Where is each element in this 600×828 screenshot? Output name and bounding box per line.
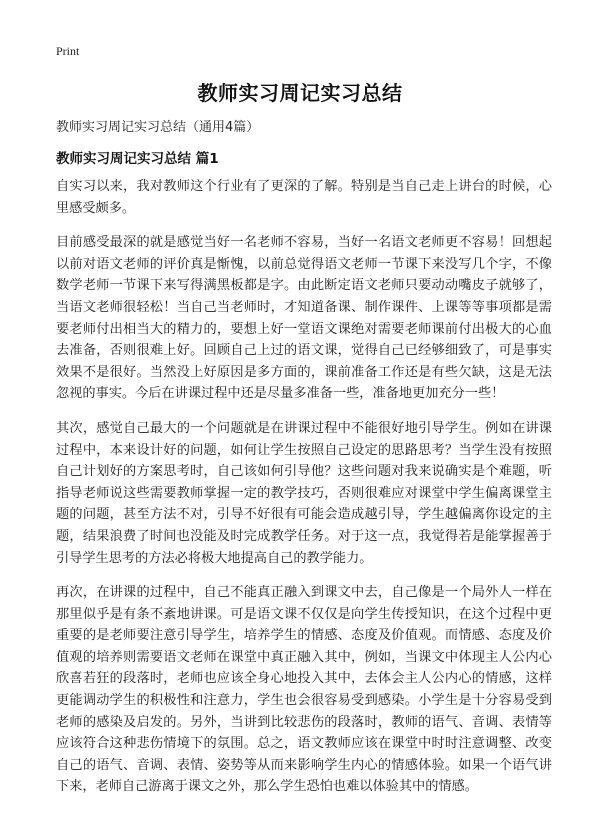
body-paragraph-3: 其次，感觉自己最大的一个问题就是在讲课过程中不能很好地引导学生。例如在讲课过程中，本来设计好的问题，如何让学生按照自己设定的思路思考？当学生没有按照自己计划好的方案思考时，自己该如何引导他？这些问题对我来说确实是个难题，听指导老师说这些需要教师掌握一定的教学技巧，否则很难应对课堂中学生偏离课堂主题的问题，甚至方法不对，引导不好很有可能会造成越引导，学生越偏离你设定的主题，结果浪费了时间也没能及时完成教学任务。对于这一点，我觉得若是能掌握善于引导学生思考的方法必将极大地提高自己的教学能力。 xyxy=(56,420,552,566)
body-paragraph-1: 自实习以来，我对教师这个行业有了更深的了解。特别是当自己走上讲台的时候，心里感受颇多。 xyxy=(56,179,552,216)
section-heading: 教师实习周记实习总结 篇1 xyxy=(56,151,219,167)
document-title: 教师实习周记实习总结 xyxy=(197,81,403,105)
print-link[interactable]: Print xyxy=(56,44,80,58)
body-paragraph-2: 目前感受最深的就是感觉当好一名老师不容易，当好一名语文老师更不容易！回想起以前对语文老师的评价真是惭愧，以前总觉得语文老师一节课下来没写几个字，不像数学老师一节课下来写得满黑板都是字。由此断定语文老师只要动动嘴皮子就够了，当语文老师很轻松！当自己当老师时，才知道备课、制作课件、上课等等事项都是需要老师付出相当大的精力的，要想上好一堂语文课绝对需要老师课前付出极大的心血去准备，否则很难上好。回顾自己上过的语文课，觉得自己已经够细致了，可是事实效果不是很好。当然没上好原因是多方面的，课前准备工作还是有些欠缺，这是无法忽视的事实。今后在讲课过程中还是尽量多准备一些，准备地更加充分一些！ xyxy=(56,235,552,402)
document-subtitle: 教师实习周记实习总结（通用4篇） xyxy=(56,120,260,135)
body-paragraph-4: 再次，在讲课的过程中，自己不能真正融入到课文中去，自己像是一个局外人一样在那里似乎是有条不紊地讲课。可是语文课不仅仅是向学生传授知识，在这个过程中更重要的是老师要注意引导学生，培养学生的情感、态度及价值观。而情感、态度及价值观的培养则需要语文老师在课堂中真正融入其中，例如，当课文中体现主人公内心欣喜若狂的段落时，老师也应该全身心地投入其中，去体会主人公内心的情感，这样更能调动学生的积极性和注意力，学生也会很容易受到感染。小学生是十分容易受到老师的感染及启发的。另外，当讲到比较悲伤的段落时，教师的语气、音调、表情等应该符合这种悲伤情境下的氛围。总之，语文教师应该在课堂中时时注意调整、改变自己的语气、音调、表情、姿势等从而来影响学生内心的情感体验。如果一个语气讲下来，老师自己游离于课文之外，那么学生恐怕也难以体验其中的情感。 xyxy=(56,585,552,795)
article-body xyxy=(56,176,552,811)
